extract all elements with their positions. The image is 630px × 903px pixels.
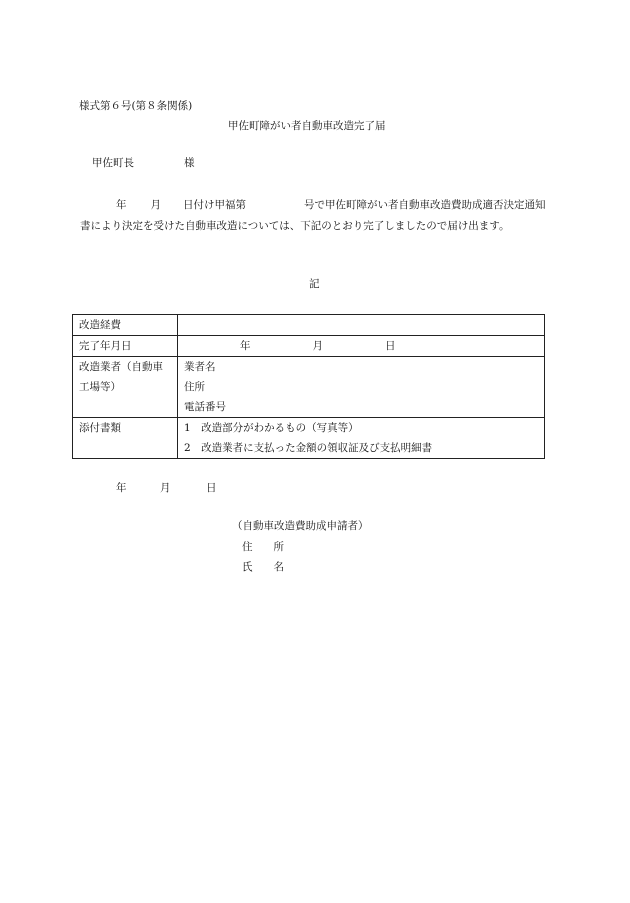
contractor-fields	[178, 357, 545, 418]
contractor-address-label: 住所	[184, 381, 205, 393]
table-row	[73, 336, 545, 357]
contractor-label	[73, 357, 178, 418]
table-row	[73, 315, 545, 336]
attachments-label: 添付書類	[73, 418, 178, 459]
body-month: 月	[150, 199, 161, 211]
completion-date-value	[178, 336, 545, 357]
table-row	[73, 418, 545, 459]
applicant-heading: （自動車改造費助成申請者）	[232, 520, 369, 532]
table-row	[73, 357, 545, 418]
attachment-item: 2 改造業者に支払った金額の領収証及び支払明細書	[184, 442, 433, 454]
body-year: 年	[116, 199, 127, 211]
body-day-prefix: 日付け甲福第	[183, 199, 246, 211]
body-paragraph	[80, 195, 550, 237]
cost-label: 改造経費	[73, 315, 178, 336]
contractor-label-line2: 工場等）	[79, 381, 121, 393]
addressee-honorific: 様	[184, 157, 195, 169]
completion-day: 日	[385, 340, 396, 352]
form-number: 様式第６号(第８条関係)	[79, 100, 193, 112]
addressee-name: 甲佐町長	[92, 157, 134, 169]
cost-value	[178, 315, 545, 336]
attachments-list	[178, 418, 545, 459]
contractor-name-label: 業者名	[184, 361, 216, 373]
date-month: 月	[160, 482, 171, 494]
body-text: 号で甲佐町障がい者自動車改造費助成適否決定通知書により決定を受けた自動車改造については、下記のとおり完了しましたので届け出ます。	[80, 199, 546, 232]
applicant-name-label: 氏 名	[242, 561, 284, 573]
applicant-address-label: 住 所	[242, 541, 284, 553]
completion-year: 年	[240, 340, 251, 352]
completion-table	[72, 314, 545, 459]
contractor-label-line1: 改造業者（自動車	[79, 361, 163, 373]
ki-heading: 記	[309, 278, 320, 290]
date-year: 年	[116, 482, 127, 494]
completion-date-label: 完了年月日	[73, 336, 178, 357]
date-day: 日	[206, 482, 217, 494]
document-title: 甲佐町障がい者自動車改造完了届	[228, 120, 386, 132]
attachment-item: 1 改造部分がわかるもの（写真等）	[184, 422, 359, 434]
completion-month: 月	[312, 340, 323, 352]
contractor-phone-label: 電話番号	[184, 401, 226, 413]
